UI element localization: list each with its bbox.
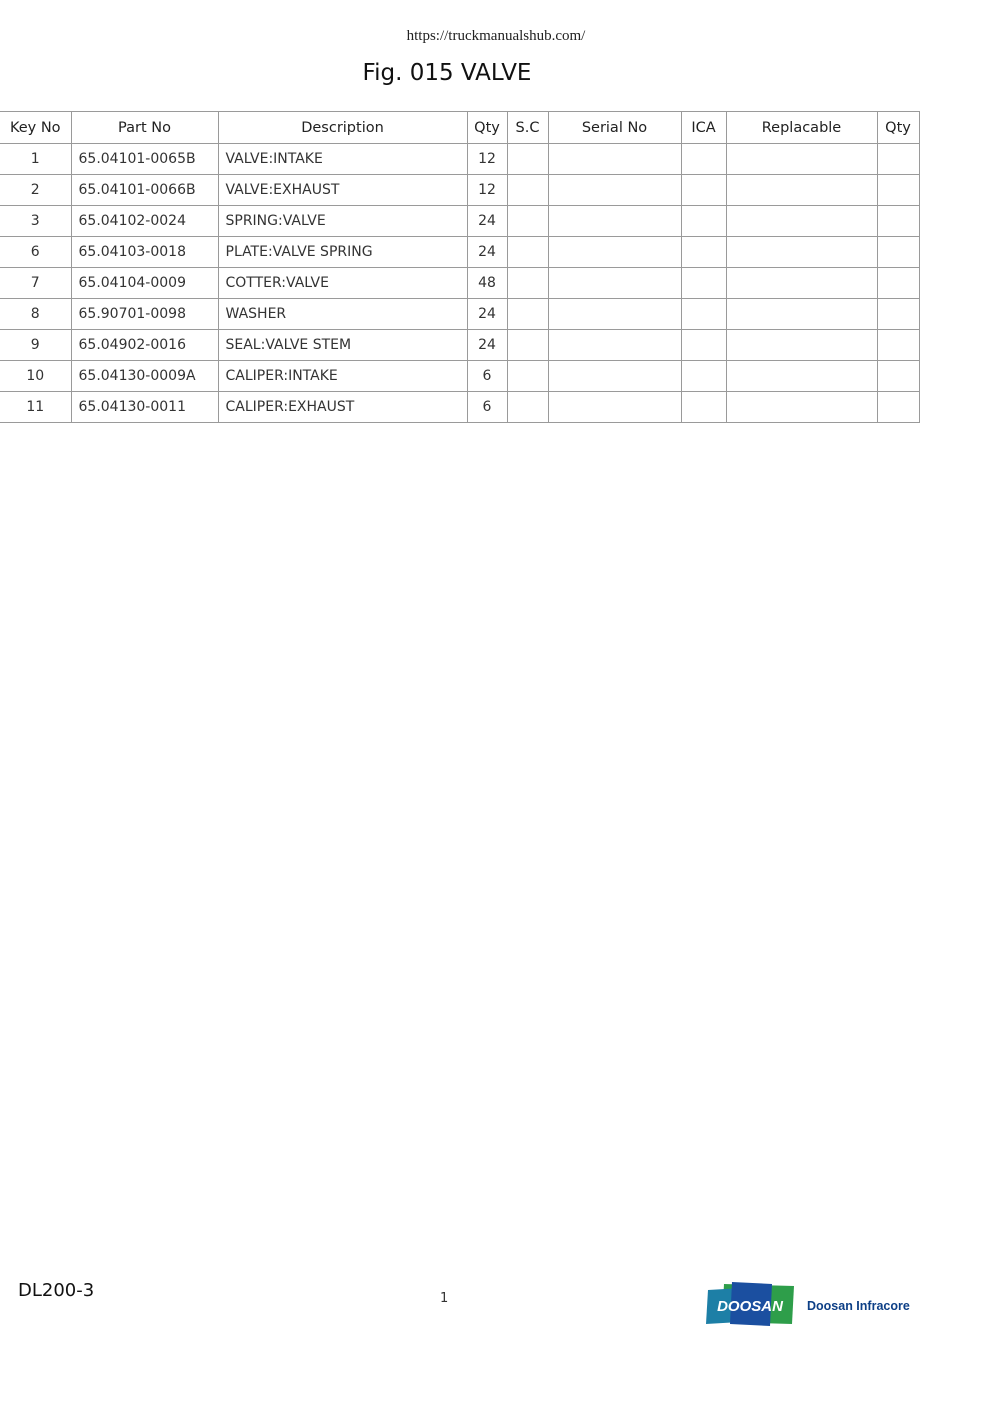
col-header-description: Description xyxy=(218,112,467,144)
table-row xyxy=(0,299,919,330)
cell-qty: 48 xyxy=(467,268,507,299)
table-row xyxy=(0,392,919,423)
cell-part-no: 65.04902-0016 xyxy=(71,330,218,361)
cell-sc xyxy=(507,392,548,423)
cell-sc xyxy=(507,237,548,268)
cell-part-no: 65.04101-0065B xyxy=(71,144,218,175)
cell-qty-2 xyxy=(877,206,919,237)
cell-part-no: 65.04130-0011 xyxy=(71,392,218,423)
cell-key-no: 11 xyxy=(0,392,71,423)
cell-description: SPRING:VALVE xyxy=(218,206,467,237)
cell-part-no: 65.04130-0009A xyxy=(71,361,218,392)
table-row xyxy=(0,361,919,392)
cell-part-no: 65.04102-0024 xyxy=(71,206,218,237)
cell-serial-no xyxy=(548,206,681,237)
col-header-serial-no: Serial No xyxy=(548,112,681,144)
table-row xyxy=(0,268,919,299)
col-header-qty: Qty xyxy=(467,112,507,144)
model-label: DL200-3 xyxy=(18,1280,95,1301)
col-header-replacable: Replacable xyxy=(726,112,877,144)
col-header-sc: S.C xyxy=(507,112,548,144)
cell-description: COTTER:VALVE xyxy=(218,268,467,299)
cell-description: WASHER xyxy=(218,299,467,330)
cell-replacable xyxy=(726,144,877,175)
cell-key-no: 7 xyxy=(0,268,71,299)
cell-description: CALIPER:EXHAUST xyxy=(218,392,467,423)
cell-sc xyxy=(507,268,548,299)
cell-replacable xyxy=(726,299,877,330)
cell-ica xyxy=(681,237,726,268)
figure-title: Fig. 015 VALVE xyxy=(362,60,532,86)
cell-replacable xyxy=(726,392,877,423)
cell-qty-2 xyxy=(877,237,919,268)
cell-qty-2 xyxy=(877,175,919,206)
cell-replacable xyxy=(726,175,877,206)
cell-qty: 6 xyxy=(467,392,507,423)
cell-ica xyxy=(681,392,726,423)
col-header-part-no: Part No xyxy=(71,112,218,144)
cell-part-no: 65.04103-0018 xyxy=(71,237,218,268)
cell-qty: 12 xyxy=(467,144,507,175)
table-row xyxy=(0,330,919,361)
cell-qty-2 xyxy=(877,144,919,175)
cell-serial-no xyxy=(548,237,681,268)
cell-sc xyxy=(507,330,548,361)
page-number: 1 xyxy=(440,1291,449,1306)
cell-sc xyxy=(507,144,548,175)
parts-table-body xyxy=(0,144,919,423)
cell-replacable xyxy=(726,361,877,392)
cell-key-no: 6 xyxy=(0,237,71,268)
cell-qty: 24 xyxy=(467,299,507,330)
cell-description: PLATE:VALVE SPRING xyxy=(218,237,467,268)
cell-part-no: 65.90701-0098 xyxy=(71,299,218,330)
cell-key-no: 3 xyxy=(0,206,71,237)
cell-sc xyxy=(507,206,548,237)
cell-replacable xyxy=(726,330,877,361)
cell-description: CALIPER:INTAKE xyxy=(218,361,467,392)
cell-description: VALVE:INTAKE xyxy=(218,144,467,175)
cell-sc xyxy=(507,299,548,330)
cell-sc xyxy=(507,361,548,392)
cell-qty: 24 xyxy=(467,237,507,268)
cell-replacable xyxy=(726,268,877,299)
cell-replacable xyxy=(726,206,877,237)
table-row xyxy=(0,237,919,268)
cell-ica xyxy=(681,206,726,237)
cell-key-no: 2 xyxy=(0,175,71,206)
cell-sc xyxy=(507,175,548,206)
cell-key-no: 1 xyxy=(0,144,71,175)
cell-replacable xyxy=(726,237,877,268)
table-row xyxy=(0,144,919,175)
cell-key-no: 8 xyxy=(0,299,71,330)
doosan-logo xyxy=(702,1280,912,1328)
table-row xyxy=(0,206,919,237)
cell-serial-no xyxy=(548,330,681,361)
cell-qty: 24 xyxy=(467,330,507,361)
cell-serial-no xyxy=(548,361,681,392)
cell-description: VALVE:EXHAUST xyxy=(218,175,467,206)
cell-part-no: 65.04104-0009 xyxy=(71,268,218,299)
cell-serial-no xyxy=(548,268,681,299)
cell-qty-2 xyxy=(877,330,919,361)
table-header-row xyxy=(0,112,919,144)
cell-part-no: 65.04101-0066B xyxy=(71,175,218,206)
table-row xyxy=(0,175,919,206)
col-header-key-no: Key No xyxy=(0,112,71,144)
cell-key-no: 10 xyxy=(0,361,71,392)
cell-qty-2 xyxy=(877,268,919,299)
col-header-qty-2: Qty xyxy=(877,112,919,144)
cell-ica xyxy=(681,175,726,206)
source-url: https://truckmanualshub.com/ xyxy=(406,28,586,44)
cell-qty-2 xyxy=(877,361,919,392)
cell-ica xyxy=(681,361,726,392)
logo-company-text: Doosan Infracore xyxy=(807,1299,910,1313)
cell-description: SEAL:VALVE STEM xyxy=(218,330,467,361)
cell-ica xyxy=(681,144,726,175)
cell-key-no: 9 xyxy=(0,330,71,361)
col-header-ica: ICA xyxy=(681,112,726,144)
cell-qty: 6 xyxy=(467,361,507,392)
cell-serial-no xyxy=(548,175,681,206)
cell-serial-no xyxy=(548,299,681,330)
parts-table xyxy=(0,111,920,423)
cell-serial-no xyxy=(548,144,681,175)
cell-qty-2 xyxy=(877,392,919,423)
cell-ica xyxy=(681,330,726,361)
logo-brand-text: DOOSAN xyxy=(717,1298,783,1315)
cell-qty: 24 xyxy=(467,206,507,237)
cell-serial-no xyxy=(548,392,681,423)
cell-qty: 12 xyxy=(467,175,507,206)
cell-ica xyxy=(681,268,726,299)
cell-qty-2 xyxy=(877,299,919,330)
cell-ica xyxy=(681,299,726,330)
